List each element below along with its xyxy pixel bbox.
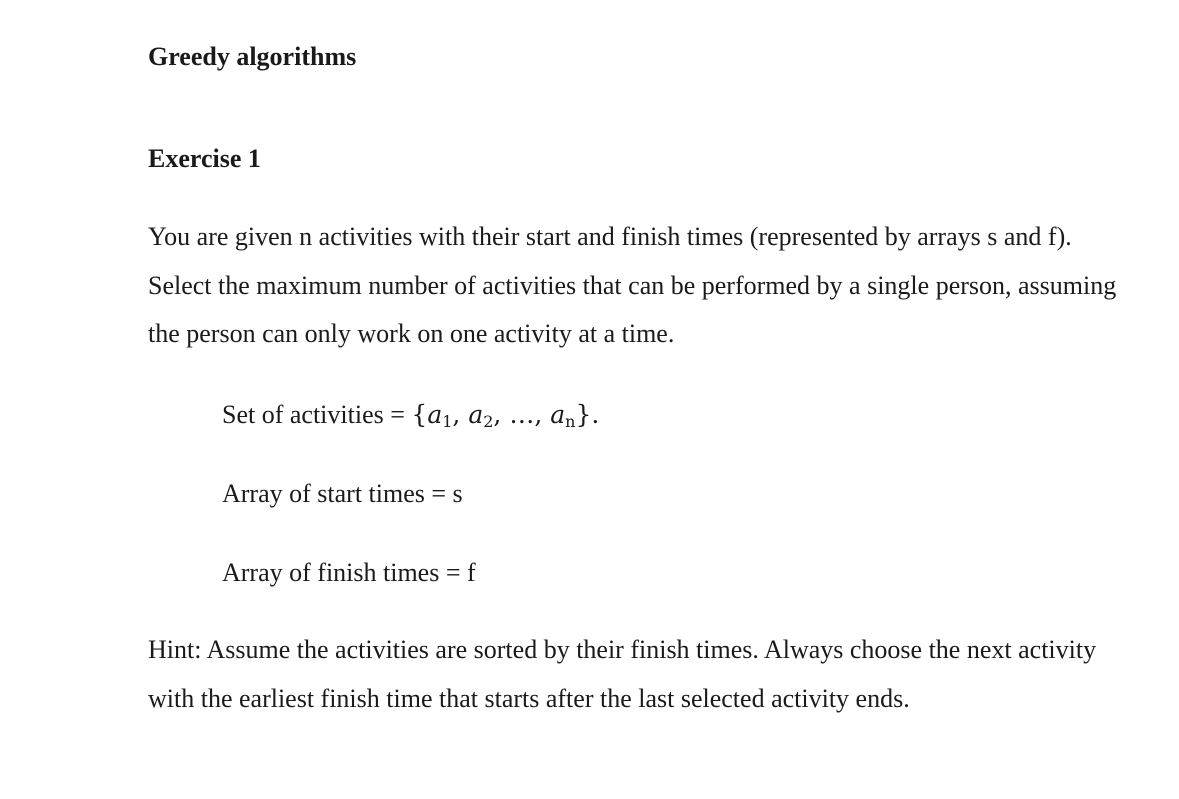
problem-statement: You are given n activities with their start and finish times (represented by arrays s and f). Select the maximum number of activities that can be performed by a single person, assuming the person can only work on one activity at a time. bbox=[148, 222, 1117, 348]
a1-var: a bbox=[427, 400, 443, 429]
an-var: a bbox=[550, 400, 566, 429]
a1-sub: 1 bbox=[442, 412, 453, 431]
page-title: Greedy algorithms bbox=[148, 42, 357, 71]
an-sub: n bbox=[565, 412, 576, 431]
start-times-definition: Array of start times = s bbox=[222, 479, 463, 508]
activity-set-definition bbox=[222, 400, 600, 431]
set-label: Set of activities = bbox=[222, 400, 412, 429]
hint-paragraph: Hint: Assume the activities are sorted by their finish times. Always choose the next activity with the earliest finish time that starts after the last selected activity ends. bbox=[148, 635, 1097, 713]
set-formula: {$a_1$, $a_2$, …, $a_n$}. bbox=[411, 400, 600, 431]
set-ellipsis: … bbox=[509, 400, 535, 429]
finish-times-definition: Array of finish times = f bbox=[222, 558, 476, 587]
set-close-brace: }. bbox=[575, 400, 600, 429]
a2-var: a bbox=[468, 400, 484, 429]
a2-sub: 2 bbox=[483, 412, 494, 431]
set-open-brace: { bbox=[411, 400, 428, 429]
exercise-heading: Exercise 1 bbox=[148, 144, 261, 173]
